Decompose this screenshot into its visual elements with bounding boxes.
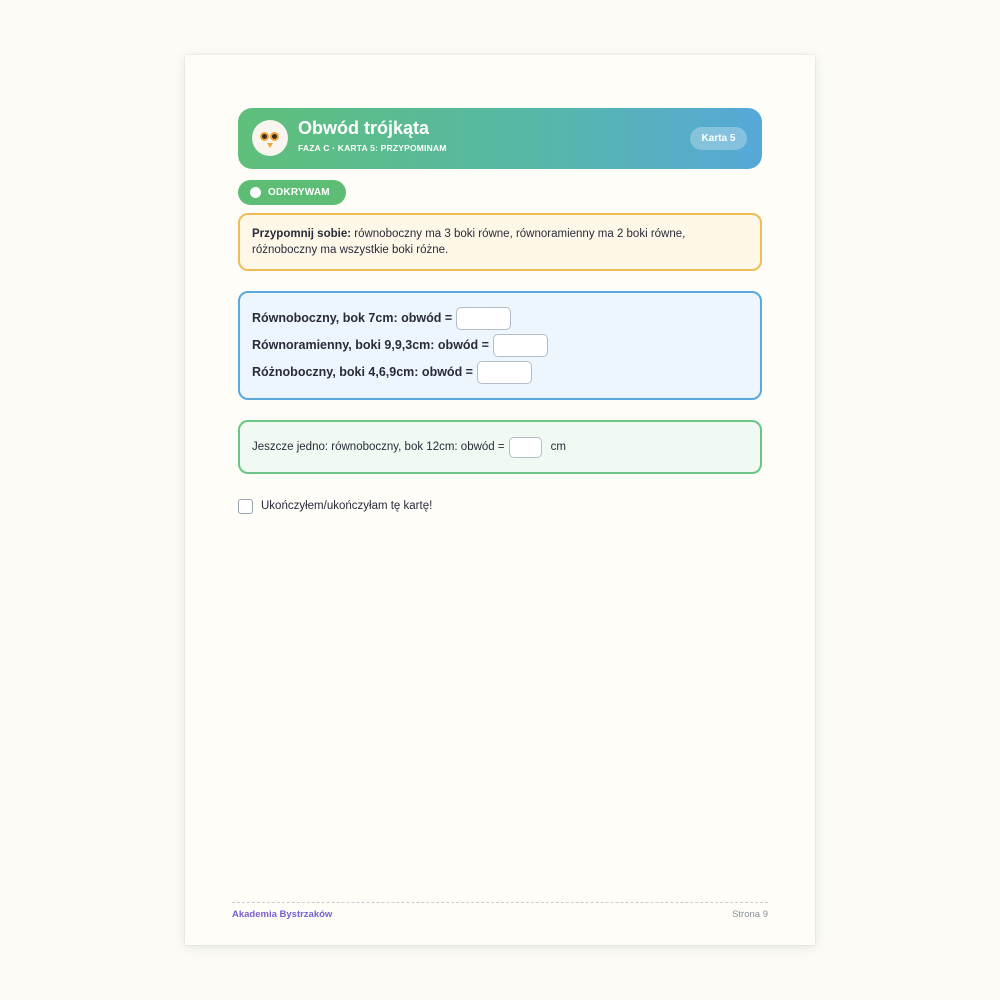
exercise-row [252, 359, 532, 385]
footer-divider [232, 902, 768, 903]
owl-beak [267, 143, 273, 148]
answer-field[interactable] [477, 361, 532, 384]
completion-row [238, 497, 432, 515]
page-number: Strona 9 [732, 909, 768, 920]
owl-icon [252, 120, 288, 156]
exercise-label: Różnoboczny, boki 4,6,9cm: obwód = [252, 365, 473, 379]
owl-right-eye [270, 132, 279, 141]
card-number-badge: Karta 5 [690, 127, 747, 150]
extra-exercise-box [238, 420, 762, 474]
card-header [238, 108, 762, 169]
page-title: Obwód trójkąta [298, 118, 430, 138]
pill-dot-icon [250, 187, 261, 198]
page-subtitle: FAZA C · KARTA 5: PRZYPOMINAM [298, 143, 447, 153]
reminder-lead: Przypomnij sobie: [252, 228, 352, 240]
exercise-label: Równoramienny, boki 9,9,3cm: obwód = [252, 338, 489, 352]
answer-field[interactable] [493, 334, 548, 357]
extra-answer-field[interactable] [509, 437, 542, 458]
completion-checkbox[interactable] [238, 499, 253, 514]
worksheet-page [185, 55, 815, 945]
section-pill-label: ODKRYWAM [268, 187, 330, 198]
section-pill [238, 180, 346, 205]
reminder-box [238, 213, 762, 271]
extra-exercise-label: Jeszcze jedno: równoboczny, bok 12cm: obwód = [252, 441, 505, 453]
answer-field[interactable] [456, 307, 511, 330]
unit-label: cm [550, 441, 566, 453]
exercise-label: Równoboczny, bok 7cm: obwód = [252, 311, 453, 325]
owl-left-eye [260, 132, 269, 141]
exercise-row [252, 332, 548, 358]
exercise-row [252, 305, 511, 331]
footer-brand: Akademia Bystrzaków [232, 909, 333, 920]
exercise-box [238, 291, 762, 400]
reminder-text: równoboczny ma 3 boki równe, równoramienny ma 2 boki równe, różnoboczny ma wszystkie boki różne. [252, 228, 686, 256]
extra-exercise-row [252, 436, 566, 458]
completion-label: Ukończyłem/ukończyłam tę kartę! [261, 500, 433, 512]
